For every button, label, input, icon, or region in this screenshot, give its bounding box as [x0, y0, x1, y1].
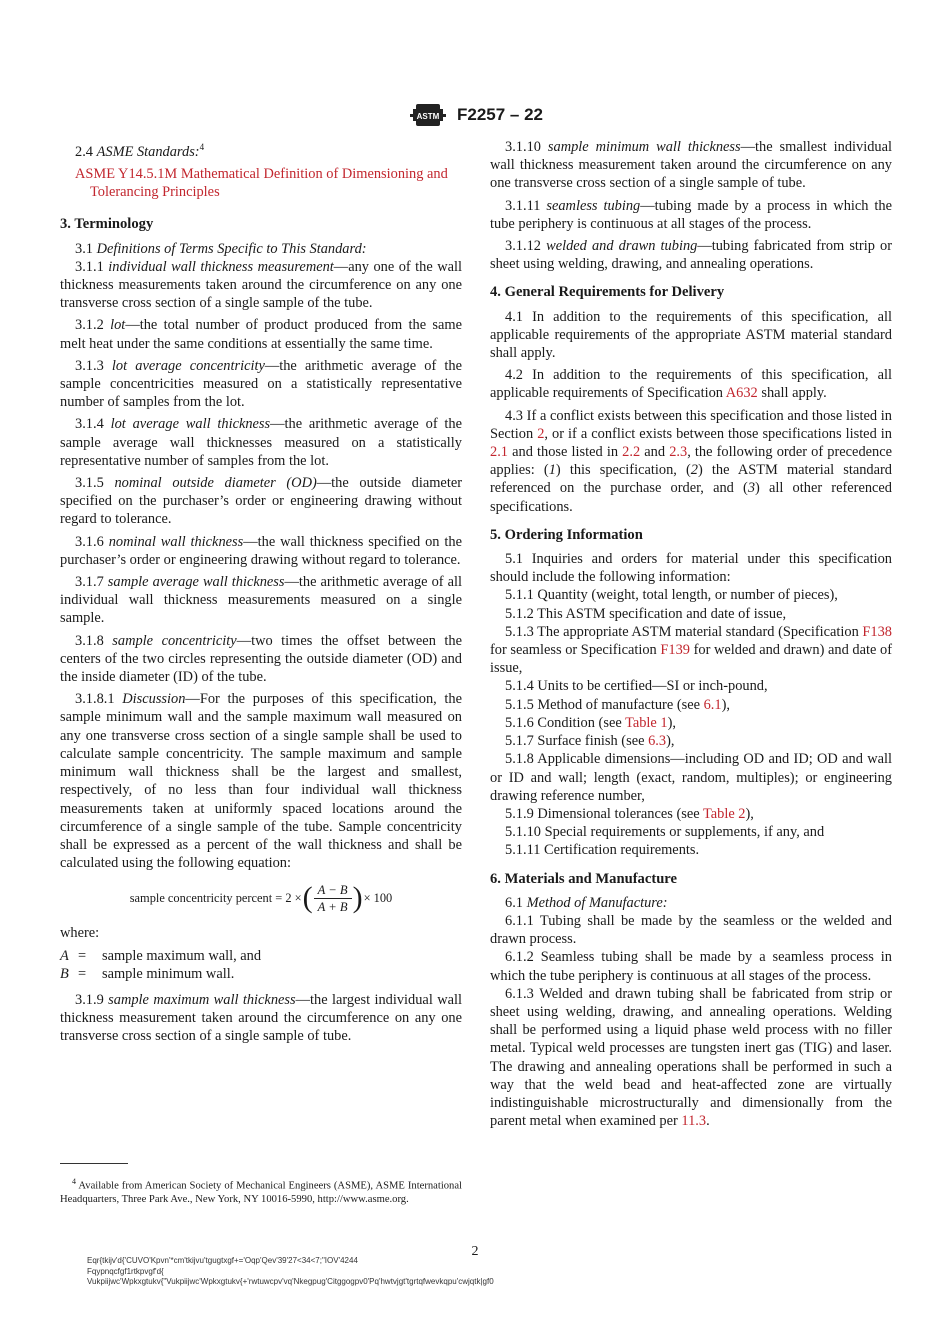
para-5-1-10: 5.1.10 Special requirements or supplements, if any, and — [505, 824, 825, 841]
astm-logo-icon — [407, 100, 449, 130]
where-label: where: — [60, 925, 100, 942]
link-f138[interactable]: F138 — [862, 623, 892, 640]
para-4-1: 4.1 In addition to the requirements of this specification, all applicable requirements of the appropriate ASTM material standard shall apply. — [490, 308, 892, 362]
link-2-1[interactable]: 2.1 — [490, 444, 508, 461]
definition-row: A = sample maximum wall, and — [60, 947, 262, 964]
para-3-1-1: 3.1.1 individual wall thickness measurement—any one of the wall thickness measurements taken around the circumference on any one transverse cross section of a single sample of the tube. — [60, 258, 462, 312]
watermark-line: Eqr{tkijv'd{'CUVO'Kpvn'*cm'tkijvu'tgugtxgf+='Oqp'Qev'39'27<34<7;"IOV'4244 — [87, 1256, 358, 1265]
para-3-1-12: 3.1.12 welded and drawn tubing—tubing fabricated from strip or sheet using welding, drawing, and annealing operations. — [490, 238, 893, 273]
para-5-1-11: 5.1.11 Certification requirements. — [505, 842, 700, 859]
standard-designation: F2257 – 22 — [456, 105, 543, 124]
section-3-heading: 3. Terminology — [60, 216, 154, 233]
section-5-heading: 5. Ordering Information — [490, 526, 643, 543]
section-2-4-heading: 2.4 ASME Standards:$^4$ — [75, 142, 205, 160]
footnote-4: $^4$ Available from American Society of Mechanical Engineers (ASME), ASME International Headquarters, Three Park Ave., New York, NY 10016-5990, http://www.asme.org. — [60, 1177, 462, 1206]
link-6-1[interactable]: 6.1 — [703, 696, 722, 713]
link-f139[interactable]: F139 — [660, 642, 690, 659]
link-2-2[interactable]: 2.2 — [622, 444, 641, 461]
concentricity-equation: sample concentricity percent = 2 × ( $\frac{A - B}{A + B}$ ) × 100 — [129, 881, 393, 915]
watermark-line: Fqypnqcfgf1rtkpvgf'd{ — [87, 1266, 164, 1276]
left-column — [60, 138, 462, 1050]
definition-row: B = sample minimum wall. — [60, 965, 235, 982]
para-3-1-9: 3.1.9 sample maximum wall thickness—the largest individual wall thickness measurement taken around the circumference on any one transverse cross section of a single sample of tube. — [60, 991, 462, 1045]
right-column — [490, 138, 892, 1134]
para-5-1-8: 5.1.8 Applicable dimensions—including OD and ID; OD and wall or ID and wall; length (exact, random, multiples); or engineering drawing reference number, — [490, 751, 892, 804]
para-5-1-9: 5.1.9 Dimensional tolerances (see Table 2), — [505, 805, 754, 822]
para-3-1-3: 3.1.3 lot average concentricity—the arithmetic average of the sample concentricities measured on a statistically representative number of samples from the lot. — [60, 357, 462, 411]
logo-text: ASTM — [416, 112, 440, 121]
link-table-1[interactable]: Table 1 — [625, 714, 668, 731]
para-3-1-2: 3.1.2 lot—the total number of product produced from the same melt heat under the same conditions at essentially the same time. — [60, 317, 462, 352]
link-a632[interactable]: A632 — [725, 385, 758, 402]
link-table-2[interactable]: Table 2 — [702, 805, 746, 822]
footnote-rule — [60, 1163, 128, 1164]
para-5-1-3: 5.1.3 The appropriate ASTM material standard (Specification F138 for seamless or Specification F139 for welded and drawn) and date of issue, — [490, 623, 892, 677]
para-5-1: 5.1 Inquiries and orders for material under this specification should include the following information: — [490, 551, 892, 586]
para-6-1: 6.1 Method of Manufacture: — [505, 894, 668, 911]
para-6-1-2: 6.1.2 Seamless tubing shall be made by a seamless process in which the tube periphery is continuous at all stages of the process. — [490, 949, 892, 984]
asme-reference-link[interactable]: ASME Y14.5.1M — [75, 166, 178, 182]
page-header — [0, 100, 950, 136]
section-6-heading: 6. Materials and Manufacture — [490, 870, 677, 887]
para-3-1-8-1: 3.1.8.1 Discussion—For the purposes of this specification, the sample minimum wall and the sample maximum wall measured on any one transverse cross section of a single sample shall be used to calculate sample concentricity. The sample maximum and sample minimum wall thickness shall be the largest and smallest, respectively, of no less than four individual wall thickness measurements taken at uniformly spaced locations around the circumference of a single sample of the tube. Sample concentricity shall be expressed as a percent of the wall thickness and shall be calculated using the following equation: — [60, 691, 463, 872]
link-6-3[interactable]: 6.3 — [648, 733, 667, 750]
para-3-1-6: 3.1.6 nominal wall thickness—the wall thickness specified on the purchaser’s order or engineering drawing without regard to tolerance. — [60, 533, 462, 568]
para-5-1-4: 5.1.4 Units to be certified—SI or inch-pound, — [505, 678, 768, 695]
para-3-1-5: 3.1.5 nominal outside diameter (OD)—the outside diameter specified on the purchaser’s order or engineering drawing without regard to tolerance. — [60, 475, 462, 528]
eq-numerator: A − B — [314, 882, 352, 899]
para-6-1-3: 6.1.3 Welded and drawn tubing shall be fabricated from strip or sheet using welding, drawing, and annealing operations. Welding shall be performed using a liquid phase weld process with no filler metal. Typical weld processes are tungsten inert gas (TIG) and laser. The drawing and annealing operations shall be performed in such a way that the weld bead and heat-affected zone are virtually indistinguishable microstructurally and dimensionally from the parent metal when examined per 11.3. — [490, 985, 892, 1130]
para-3-1-8: 3.1.8 sample concentricity—two times the offset between the centers of the two circles representing the outside diameter (OD) and the inside diameter (ID) of the tube. — [60, 632, 462, 686]
para-5-1-1: 5.1.1 Quantity (weight, total length, or number of pieces), — [505, 587, 838, 604]
para-3-1-11: 3.1.11 seamless tubing—tubing made by a process in which the tube periphery is continuous at all stages of the process. — [490, 197, 892, 232]
para-5-1-2: 5.1.2 This ASTM specification and date of issue, — [505, 605, 787, 622]
para-6-1-1: 6.1.1 Tubing shall be made by the seamless or the welded and drawn process. — [490, 912, 892, 948]
para-3-1: 3.1 Definitions of Terms Specific to This Standard: — [75, 240, 367, 257]
para-5-1-5: 5.1.5 Method of manufacture (see 6.1), — [505, 696, 730, 713]
eq-denominator: A + B — [317, 899, 348, 914]
para-5-1-6: 5.1.6 Condition (see Table 1), — [505, 714, 676, 731]
link-section-2[interactable]: 2 — [537, 425, 545, 442]
para-4-2: 4.2 In addition to the requirements of this specification, all applicable requirements of Specification A632 shall apply. — [490, 367, 892, 402]
para-3-1-10: 3.1.10 sample minimum wall thickness—the smallest individual wall thickness measurement taken around the circumference on any one transverse cross section of a single sample of tube. — [490, 139, 892, 192]
license-watermark — [87, 1256, 494, 1288]
para-3-1-4: 3.1.4 lot average wall thickness—the arithmetic average of the sample average wall thicknesses measured on a statistically representative number of samples from the lot. — [60, 416, 463, 469]
para-5-1-7: 5.1.7 Surface finish (see 6.3), — [505, 733, 675, 750]
variable-definitions — [60, 947, 462, 983]
watermark-line: Vukpiijwc'Wpkxgtukv{"Vukpiijwc'Wpkxgtukv{+'rwtuwcpv'vq'Nkegpug'Citggogpv0'Pq'hwtvjgt'tgrtqfwevkqpu'cwjqtk|gf0 — [87, 1277, 494, 1286]
page-number: 2 — [471, 1244, 479, 1259]
para-3-1-7: 3.1.7 sample average wall thickness—the arithmetic average of all individual wall thickness measurements measured on a single sample. — [60, 574, 462, 627]
link-2-3[interactable]: 2.3 — [669, 444, 688, 461]
section-4-heading: 4. General Requirements for Delivery — [490, 284, 725, 301]
para-4-3: 4.3 If a conflict exists between this specification and those listed in Section 2, or if a conflict exists between those specifications listed in 2.1 and those listed in 2.2 and 2.3, the following order of precedence applies: (1) this specification, (2) the ASTM material standard referenced on the purchase order, and (3) all other referenced specifications. — [490, 407, 893, 515]
link-11-3[interactable]: 11.3 — [681, 1113, 707, 1130]
asme-reference[interactable]: ASME Y14.5.1M Mathematical Definition of Dimensioning and Tolerancing Principles — [75, 166, 448, 201]
